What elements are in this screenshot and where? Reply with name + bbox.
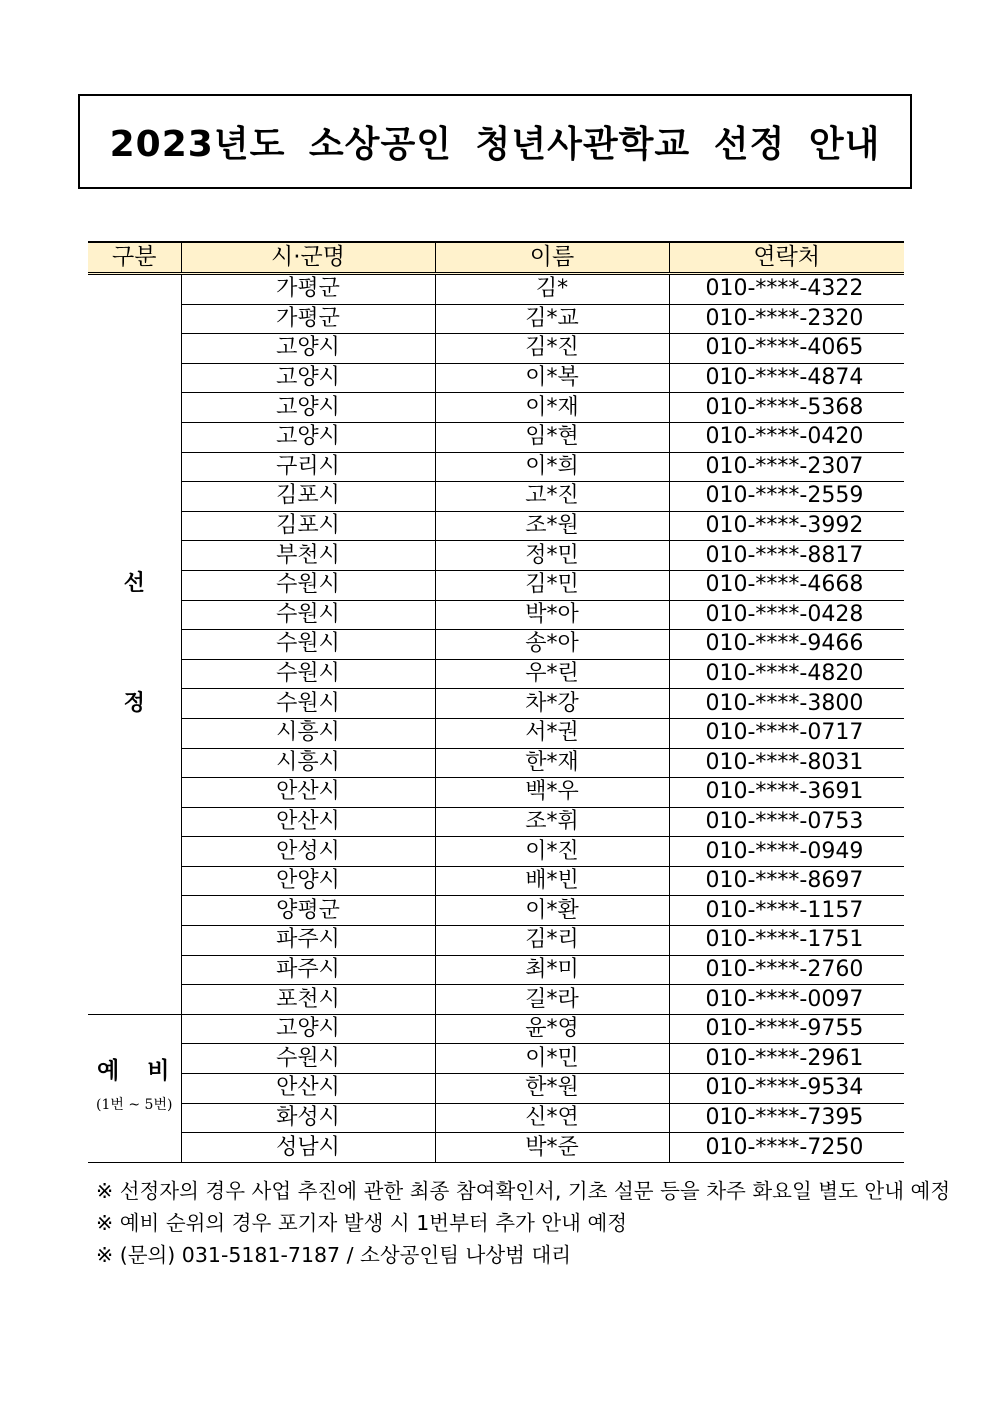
cell-phone: 010-****-3800: [669, 689, 904, 719]
table-row: [88, 511, 904, 541]
table-row: [88, 1133, 904, 1163]
table-row: [88, 659, 904, 689]
table-row: [88, 541, 904, 571]
cell-city: 부천시: [181, 541, 435, 571]
cell-city: 고양시: [181, 393, 435, 423]
cell-phone: 010-****-8697: [669, 866, 904, 896]
cell-name: 배*빈: [435, 866, 669, 896]
table-row: [88, 452, 904, 482]
group-sublabel: (1번 ~ 5번): [96, 1097, 173, 1114]
cell-phone: 010-****-9534: [669, 1074, 904, 1104]
cell-city: 수원시: [181, 1044, 435, 1074]
table-row: [88, 1014, 904, 1044]
header-contact: 연락처: [669, 242, 904, 274]
cell-city: 안산시: [181, 807, 435, 837]
cell-phone: 010-****-7395: [669, 1103, 904, 1133]
group-label: 예 비: [97, 1058, 180, 1085]
table-row: [88, 422, 904, 452]
cell-name: 임*현: [435, 422, 669, 452]
cell-name: 이*민: [435, 1044, 669, 1074]
cell-name: 백*우: [435, 778, 669, 808]
cell-name: 고*진: [435, 482, 669, 512]
cell-city: 안성시: [181, 837, 435, 867]
cell-name: 김*진: [435, 334, 669, 364]
cell-name: 서*권: [435, 718, 669, 748]
cell-phone: 010-****-1157: [669, 896, 904, 926]
cell-phone: 010-****-0097: [669, 985, 904, 1015]
cell-phone: 010-****-0949: [669, 837, 904, 867]
table-row: [88, 926, 904, 956]
header-category: 구분: [88, 242, 181, 274]
group-reserve-label: [88, 1014, 181, 1162]
selection-table: [88, 241, 904, 1163]
table-header-row: [88, 242, 904, 274]
cell-city: 안산시: [181, 778, 435, 808]
cell-city: 고양시: [181, 334, 435, 364]
table-row: [88, 600, 904, 630]
cell-phone: 010-****-5368: [669, 393, 904, 423]
table-row: [88, 955, 904, 985]
table-row: [88, 748, 904, 778]
table-body: [88, 274, 904, 1163]
cell-phone: 010-****-0420: [669, 422, 904, 452]
cell-phone: 010-****-4668: [669, 570, 904, 600]
cell-city: 양평군: [181, 896, 435, 926]
cell-name: 이*환: [435, 896, 669, 926]
cell-city: 고양시: [181, 422, 435, 452]
note-reserve: ※ 예비 순위의 경우 포기자 발생 시 1번부터 추가 안내 예정: [96, 1211, 628, 1235]
cell-phone: 010-****-9755: [669, 1014, 904, 1044]
cell-name: 윤*영: [435, 1014, 669, 1044]
table-row: [88, 1103, 904, 1133]
cell-city: 파주시: [181, 955, 435, 985]
cell-name: 송*아: [435, 630, 669, 660]
cell-city: 화성시: [181, 1103, 435, 1133]
cell-name: 박*아: [435, 600, 669, 630]
cell-phone: 010-****-8031: [669, 748, 904, 778]
cell-name: 이*희: [435, 452, 669, 482]
cell-name: 이*복: [435, 363, 669, 393]
notes: [96, 1175, 951, 1271]
cell-city: 가평군: [181, 274, 435, 305]
cell-name: 이*진: [435, 837, 669, 867]
table-row: [88, 630, 904, 660]
cell-phone: 010-****-1751: [669, 926, 904, 956]
cell-city: 수원시: [181, 600, 435, 630]
cell-name: 신*연: [435, 1103, 669, 1133]
header-city: 시·군명: [181, 242, 435, 274]
cell-name: 우*린: [435, 659, 669, 689]
cell-name: 최*미: [435, 955, 669, 985]
title-box: [78, 94, 912, 189]
table-row: [88, 1044, 904, 1074]
table-row: [88, 837, 904, 867]
cell-phone: 010-****-0753: [669, 807, 904, 837]
cell-name: 김*리: [435, 926, 669, 956]
cell-city: 안양시: [181, 866, 435, 896]
table-row: [88, 985, 904, 1015]
cell-name: 조*원: [435, 511, 669, 541]
note-selected: ※ 선정자의 경우 사업 추진에 관한 최종 참여확인서, 기초 설문 등을 차주 화요일 별도 안내 예정: [96, 1179, 951, 1203]
group-label-char: 정: [123, 691, 145, 717]
cell-city: 성남시: [181, 1133, 435, 1163]
cell-phone: 010-****-2760: [669, 955, 904, 985]
table-row: [88, 778, 904, 808]
cell-city: 수원시: [181, 659, 435, 689]
cell-phone: 010-****-0717: [669, 718, 904, 748]
cell-city: 파주시: [181, 926, 435, 956]
table-row: [88, 363, 904, 393]
table-row: [88, 866, 904, 896]
table-row: [88, 482, 904, 512]
cell-city: 포천시: [181, 985, 435, 1015]
table-row: [88, 393, 904, 423]
cell-name: 한*재: [435, 748, 669, 778]
cell-city: 수원시: [181, 689, 435, 719]
cell-name: 한*원: [435, 1074, 669, 1104]
cell-name: 길*라: [435, 985, 669, 1015]
cell-phone: 010-****-4874: [669, 363, 904, 393]
cell-city: 구리시: [181, 452, 435, 482]
cell-phone: 010-****-2961: [669, 1044, 904, 1074]
cell-name: 조*휘: [435, 807, 669, 837]
cell-phone: 010-****-4322: [669, 274, 904, 305]
cell-phone: 010-****-2307: [669, 452, 904, 482]
cell-phone: 010-****-7250: [669, 1133, 904, 1163]
cell-city: 가평군: [181, 304, 435, 334]
cell-city: 안산시: [181, 1074, 435, 1104]
group-label-char: 선: [123, 571, 145, 597]
cell-phone: 010-****-9466: [669, 630, 904, 660]
cell-city: 김포시: [181, 482, 435, 512]
cell-phone: 010-****-3691: [669, 778, 904, 808]
table-row: [88, 689, 904, 719]
cell-name: 박*준: [435, 1133, 669, 1163]
table-row: [88, 274, 904, 305]
cell-city: 수원시: [181, 570, 435, 600]
cell-city: 시흥시: [181, 718, 435, 748]
cell-city: 수원시: [181, 630, 435, 660]
table-row: [88, 718, 904, 748]
note-contact: ※ (문의) 031-5181-7187 / 소상공인팀 나상범 대리: [96, 1243, 572, 1267]
cell-city: 고양시: [181, 363, 435, 393]
cell-city: 고양시: [181, 1014, 435, 1044]
table-row: [88, 1074, 904, 1104]
cell-phone: 010-****-3992: [669, 511, 904, 541]
table-row: [88, 304, 904, 334]
group-selected-label: [88, 274, 181, 1015]
cell-phone: 010-****-8817: [669, 541, 904, 571]
cell-phone: 010-****-4820: [669, 659, 904, 689]
cell-name: 차*강: [435, 689, 669, 719]
cell-phone: 010-****-0428: [669, 600, 904, 630]
table-row: [88, 334, 904, 364]
cell-name: 정*민: [435, 541, 669, 571]
cell-name: 김*: [435, 274, 669, 305]
cell-phone: 010-****-2559: [669, 482, 904, 512]
table-row: [88, 807, 904, 837]
cell-name: 이*재: [435, 393, 669, 423]
document-title: 2023년도 소상공인 청년사관학교 선정 안내: [109, 124, 881, 165]
table-row: [88, 570, 904, 600]
header-name: 이름: [435, 242, 669, 274]
cell-name: 김*교: [435, 304, 669, 334]
cell-city: 시흥시: [181, 748, 435, 778]
cell-name: 김*민: [435, 570, 669, 600]
cell-phone: 010-****-4065: [669, 334, 904, 364]
cell-phone: 010-****-2320: [669, 304, 904, 334]
table-row: [88, 896, 904, 926]
cell-city: 김포시: [181, 511, 435, 541]
